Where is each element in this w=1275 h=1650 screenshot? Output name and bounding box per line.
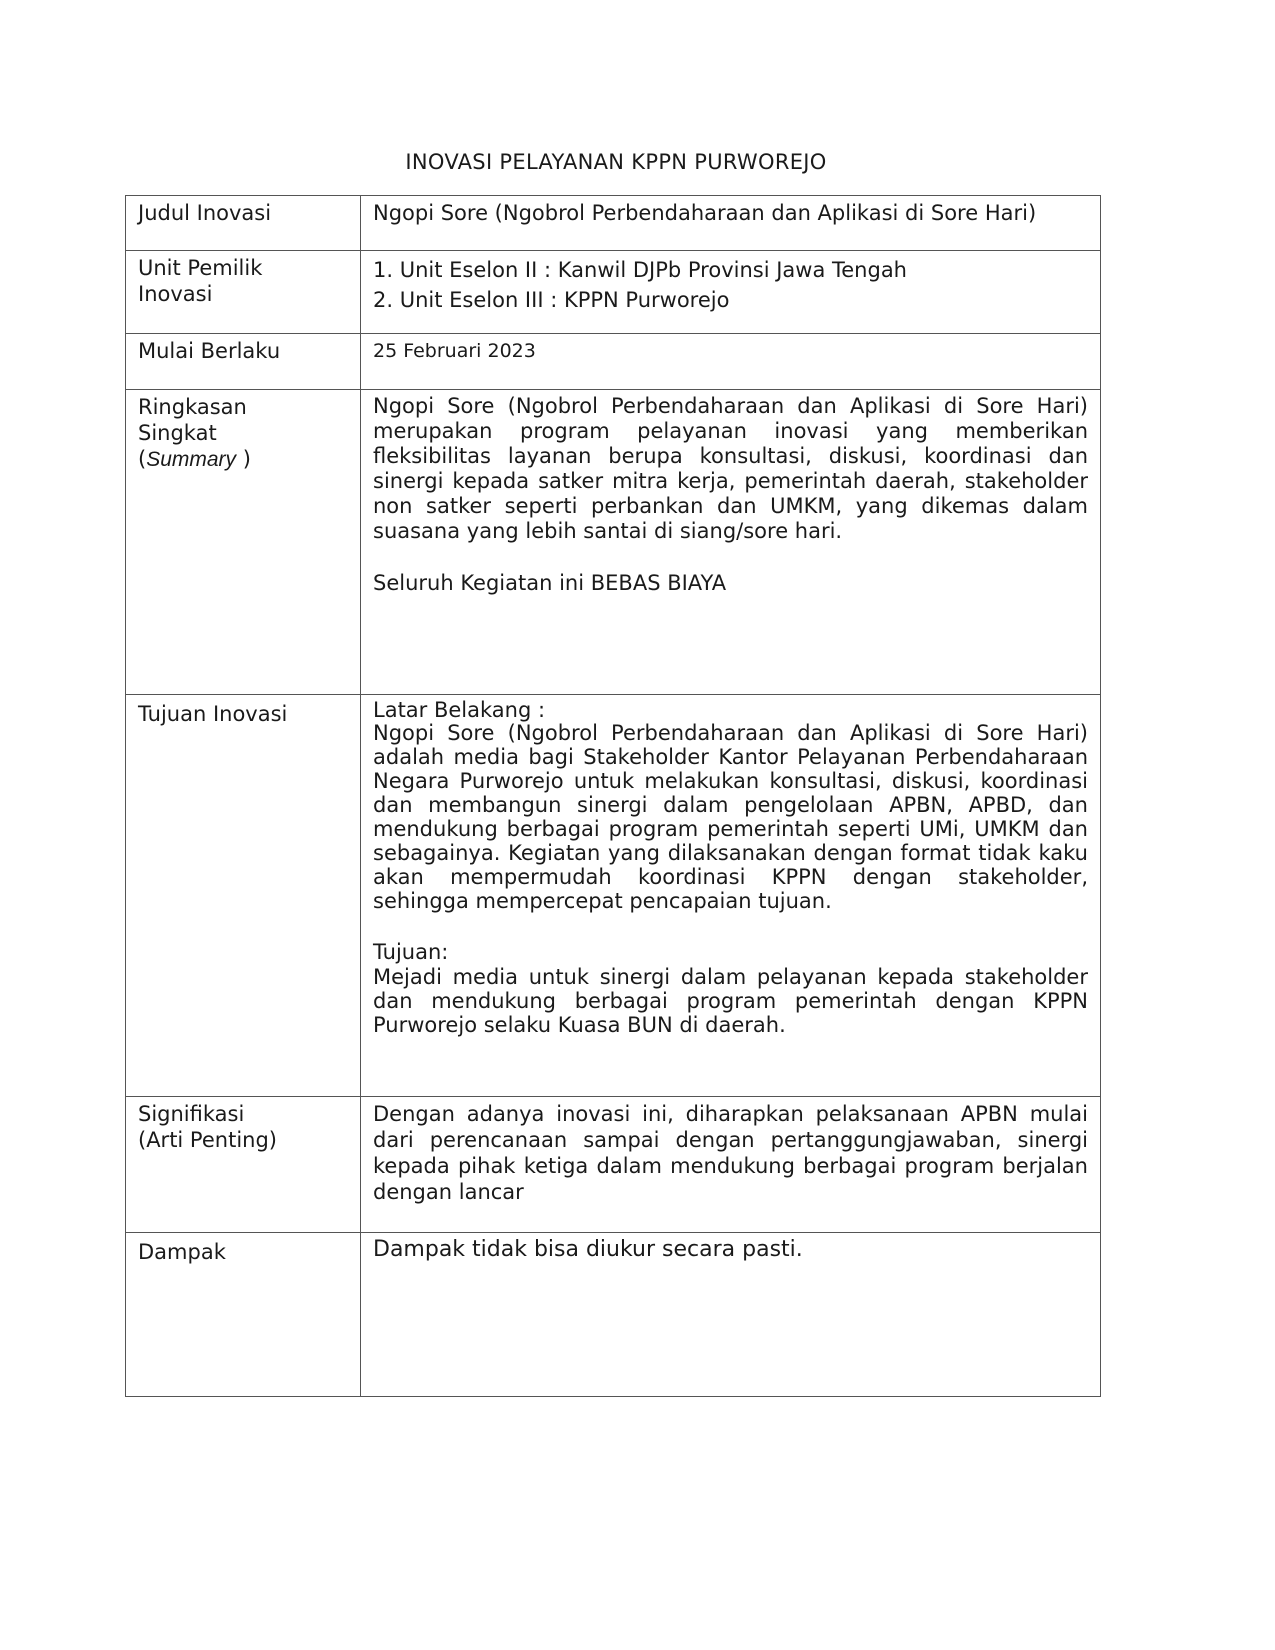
spacer — [373, 913, 1088, 939]
tujuan-text: Mejadi media untuk sinergi dalam pelayanan kepada stakeholder dan mendukung berbagai program pemerintah dengan KPPN Purworejo selaku Kuasa BUN di daerah. — [373, 965, 1088, 1037]
value-ringkasan-singkat — [361, 390, 1101, 695]
table-row-judul — [126, 196, 1101, 251]
label-line-1: Unit Pemilik — [138, 256, 263, 280]
value-judul-inovasi — [361, 196, 1101, 251]
label-judul-inovasi — [126, 196, 361, 251]
spacer — [373, 544, 1088, 570]
label-line-2: Singkat — [138, 421, 217, 445]
table-row-mulai-berlaku — [126, 334, 1101, 390]
label-line-1: Ringkasan — [138, 395, 247, 419]
label-ringkasan-singkat — [126, 390, 361, 695]
label-tujuan-inovasi — [126, 695, 361, 1097]
label-dampak — [126, 1233, 361, 1397]
innovation-info-table — [125, 195, 1101, 1397]
document-title: INOVASI PELAYANAN KPPN PURWOREJO — [405, 150, 827, 174]
table-row-signifikasi — [126, 1097, 1101, 1233]
label-line-1: Signifikasi — [138, 1102, 245, 1126]
open-paren: ( — [138, 447, 147, 471]
table-row-unit-pemilik — [126, 251, 1101, 334]
unit-item-1: 1. Unit Eselon II : Kanwil DJPb Provinsi Jawa Tengah — [373, 258, 907, 282]
label-line-2: (Arti Penting) — [138, 1128, 277, 1152]
dampak-text: Dampak tidak bisa diukur secara pasti. — [373, 1237, 803, 1262]
label-line-2: Inovasi — [138, 282, 213, 306]
tujuan-heading: Tujuan: — [373, 940, 449, 964]
label-line-3 — [138, 446, 348, 473]
table-row-tujuan — [126, 695, 1101, 1097]
summary-paragraph: Ngopi Sore (Ngobrol Perbendaharaan dan Aplikasi di Sore Hari) merupakan program pelayanan inovasi yang memberikan fleksibilitas layanan berupa konsultasi, diskusi, koordinasi dan sinergi kepada satker mitra kerja, pemerintah daerah, stakeholder non satker seperti perbankan dan UMKM, yang dikemas dalam suasana yang lebih santai di siang/sore hari. — [373, 394, 1088, 543]
value-text: Ngopi Sore (Ngobrol Perbendaharaan dan Aplikasi di Sore Hari) — [373, 201, 1037, 225]
summary-word: Summary — [146, 448, 237, 471]
table-row-ringkasan — [126, 390, 1101, 695]
label-text: Dampak — [138, 1240, 226, 1264]
label-unit-pemilik — [126, 251, 361, 334]
latar-belakang-heading: Latar Belakang : — [373, 698, 546, 722]
unit-item-2: 2. Unit Eselon III : KPPN Purworejo — [373, 288, 730, 312]
label-text: Judul Inovasi — [138, 201, 272, 225]
free-of-charge-note: Seluruh Kegiatan ini BEBAS BIAYA — [373, 571, 727, 595]
signifikasi-text: Dengan adanya inovasi ini, diharapkan pelaksanaan APBN mulai dari perencanaan sampai dengan pertanggungjawaban, sinergi kepada pihak ketiga dalam mendukung berbagai program berjalan dengan lancar — [373, 1102, 1088, 1204]
value-signifikasi — [361, 1097, 1101, 1233]
label-text: Mulai Berlaku — [138, 339, 281, 363]
label-mulai-berlaku — [126, 334, 361, 390]
value-tujuan-inovasi — [361, 695, 1101, 1097]
value-mulai-berlaku — [361, 334, 1101, 390]
label-text: Tujuan Inovasi — [138, 702, 288, 726]
value-dampak — [361, 1233, 1101, 1397]
close-paren: ) — [236, 447, 251, 471]
latar-belakang-text: Ngopi Sore (Ngobrol Perbendaharaan dan Aplikasi di Sore Hari) adalah media bagi Stakeholder Kantor Pelayanan Perbendaharaan Negara Purworejo untuk melakukan konsultasi, diskusi, koordinasi dan membangun sinergi dalam pengelolaan APBN, APBD, dan mendukung berbagai program pemerintah seperti UMi, UMKM dan sebagainya. Kegiatan yang dilaksanakan dengan format tidak kaku akan mempermudah koordinasi KPPN dengan stakeholder, sehingga mempercepat pencapaian tujuan. — [373, 721, 1088, 913]
label-signifikasi — [126, 1097, 361, 1233]
value-unit-pemilik — [361, 251, 1101, 334]
start-date: 25 Februari 2023 — [373, 340, 536, 362]
table-row-dampak — [126, 1233, 1101, 1397]
